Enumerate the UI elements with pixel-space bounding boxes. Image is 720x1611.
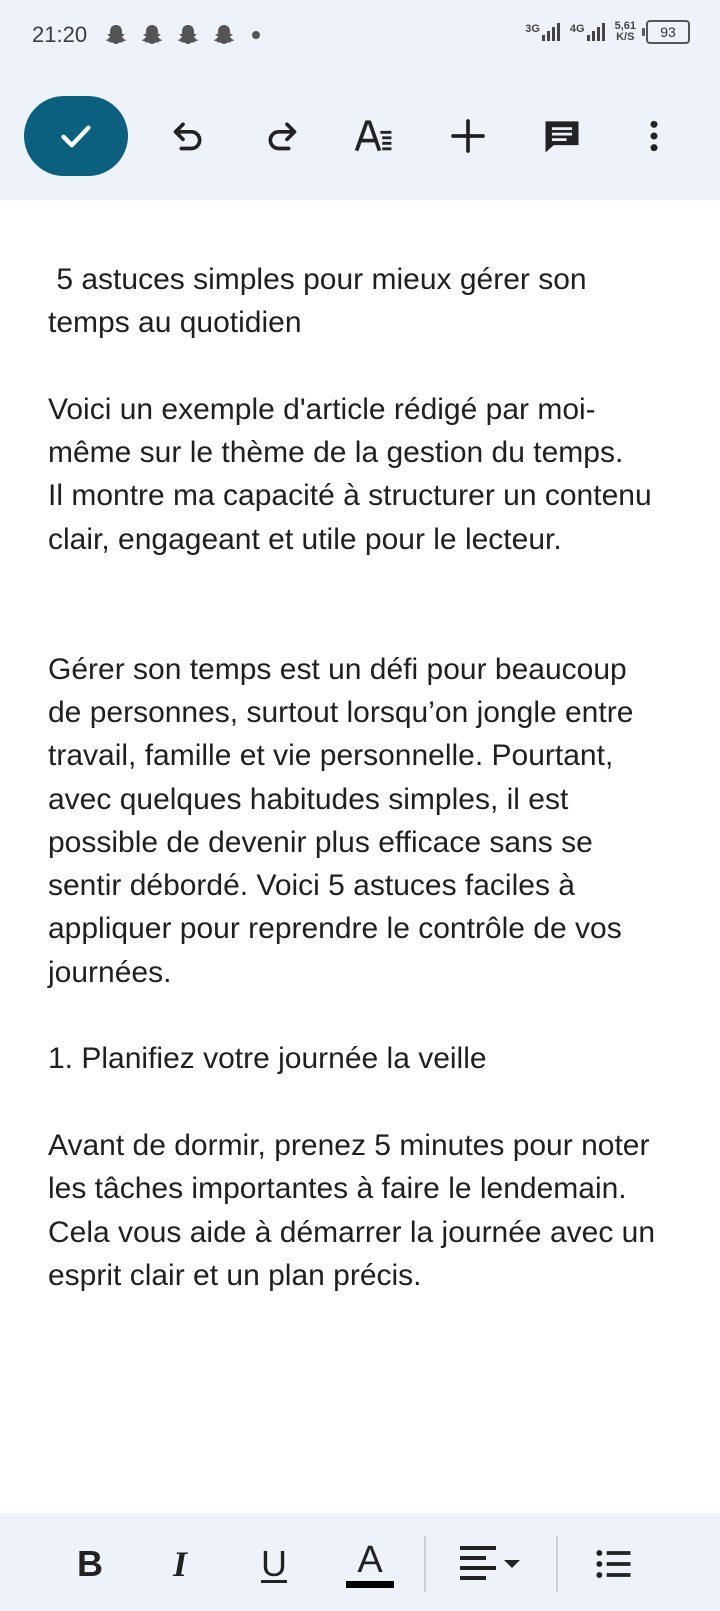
more-options-button[interactable] (630, 112, 678, 160)
italic-label: I (172, 1544, 187, 1584)
redo-button[interactable] (258, 112, 306, 160)
snapchat-icon (104, 23, 128, 47)
underline-label: U (261, 1543, 287, 1584)
blank-line (48, 345, 668, 388)
status-right (525, 20, 690, 44)
speed-unit: K/S (616, 31, 635, 43)
align-button[interactable] (456, 1536, 528, 1592)
network-speed (615, 21, 636, 43)
more-vert-icon (634, 116, 674, 156)
document-body[interactable] (48, 258, 668, 1297)
more-notifications-dot (252, 31, 260, 39)
undo-icon (168, 116, 208, 156)
insert-button[interactable] (444, 112, 492, 160)
done-button[interactable] (24, 96, 128, 176)
text-color-label: A (357, 1539, 383, 1581)
signal-3g-icon (525, 23, 560, 41)
redo-icon (262, 116, 302, 156)
paragraph-2[interactable]: Avant de dormir, prenez 5 minutes pour noter les tâches importantes à faire le lendemain. Cela vous aide à démarrer la journée avec un esprit clair et un plan précis. (48, 1128, 664, 1292)
blank-line (48, 994, 668, 1037)
battery-indicator: 93 (646, 20, 690, 44)
plus-icon (448, 116, 488, 156)
editor-toolbar (0, 72, 720, 200)
text-color-button[interactable] (344, 1536, 396, 1592)
check-icon (56, 116, 96, 156)
snapchat-icon (140, 23, 164, 47)
blank-line (48, 561, 668, 648)
comment-button[interactable] (538, 112, 586, 160)
intro-line-2[interactable]: Il montre ma capacité à structurer un contenu clair, engageant et utile pour le lecteur. (48, 479, 660, 556)
italic-button[interactable] (160, 1536, 200, 1592)
status-time: 21:20 (32, 22, 88, 47)
signal-4g-icon (570, 23, 605, 41)
bold-button[interactable] (70, 1536, 110, 1592)
paragraph-1[interactable]: Gérer son temps est un défi pour beaucoup de personnes, surtout lorsqu’on jongle entre travail, famille et vie personnelle. Pourtant, avec quelques habitudes simples, il est possible de devenir plus efficace sans se sentir débordé. Voici 5 astuces faciles à appliquer pour reprendre le contrôle de vos journées. (48, 652, 642, 989)
snapchat-icon (176, 23, 200, 47)
document-canvas[interactable] (0, 200, 720, 1514)
notification-icons (104, 23, 260, 47)
text-format-button[interactable] (350, 112, 398, 160)
text-format-icon (352, 114, 396, 158)
undo-button[interactable] (164, 112, 212, 160)
speed-value: 5,61 (614, 20, 636, 32)
document-title[interactable]: 5 astuces simples pour mieux gérer son temps au quotidien (48, 263, 595, 340)
heading-1[interactable]: 1. Planifiez votre journée la veille (48, 1042, 487, 1076)
format-bar (0, 1514, 720, 1611)
bulleted-list-button[interactable] (590, 1536, 638, 1592)
snapchat-icon (212, 23, 236, 47)
text-color-swatch (346, 1581, 394, 1588)
blank-line (48, 1081, 668, 1124)
bulleted-list-icon (592, 1542, 636, 1586)
comment-icon (540, 114, 584, 158)
network-type-1: 3G (525, 23, 540, 35)
underline-button[interactable] (254, 1536, 294, 1592)
separator (424, 1536, 426, 1592)
intro-line-1[interactable]: Voici un exemple d'article rédigé par moi-même sur le thème de la gestion du temps. (48, 392, 624, 470)
separator (556, 1536, 558, 1592)
status-bar (0, 0, 720, 72)
align-left-icon (456, 1542, 528, 1586)
network-type-2: 4G (569, 23, 585, 35)
bold-label: B (77, 1543, 103, 1584)
